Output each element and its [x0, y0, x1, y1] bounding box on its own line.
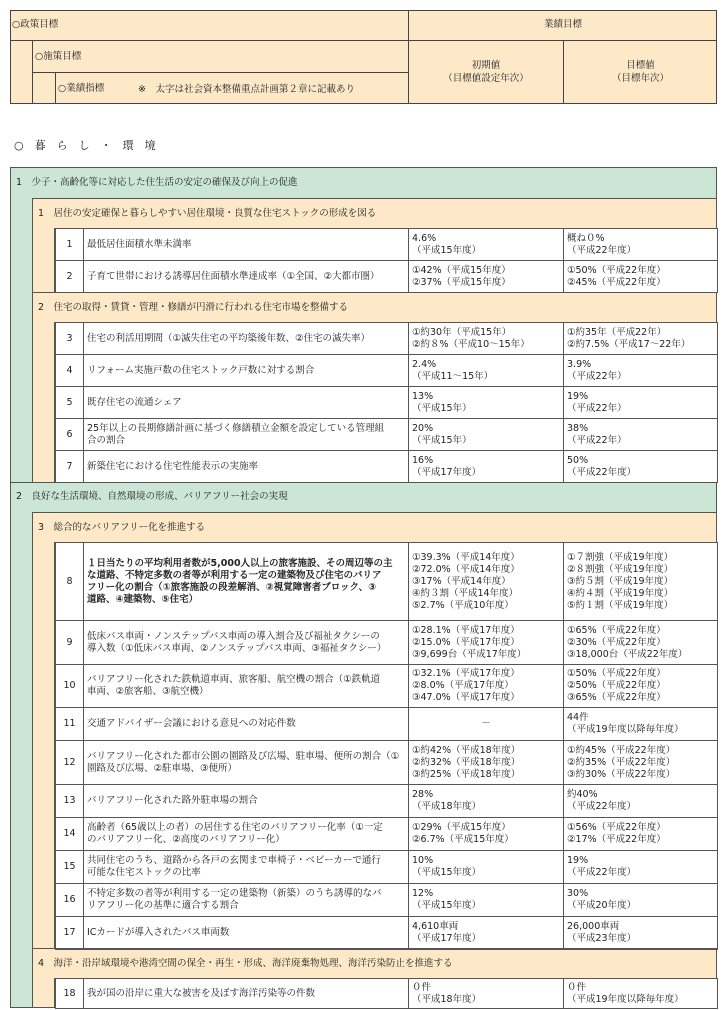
target-value-line: 44件 [567, 712, 589, 723]
indicator-description-line: な道路、不特定多数の者等が利用する一定の建築物及び住宅のバリア [87, 569, 382, 581]
initial-value-line: （平成17年度） [412, 466, 482, 478]
indicator-description-line: リフォーム実施戸数の住宅ストック戸数に対する割合 [87, 364, 315, 376]
target-value [564, 884, 718, 917]
indicator-row [56, 785, 718, 818]
indicator-row [56, 451, 718, 483]
indicator-description-line: バリアフリー化された鉄軌道車両、旅客船、航空機の割合（①鉄軌道 [87, 674, 381, 685]
target-value-line: ①７割強（平成19年度） [567, 551, 674, 563]
indicator-number: 12 [56, 741, 84, 785]
initial-value [409, 851, 564, 884]
indicator-description-line: 道路、④建築物、⑤住宅） [87, 593, 199, 605]
initial-value-line: 10% [412, 855, 434, 866]
target-value-line: ０件 [567, 981, 587, 993]
target-value [564, 851, 718, 884]
indicator-row [56, 323, 718, 355]
initial-value-line: ④約３割（平成14年度） [412, 587, 519, 599]
initial-value-line: 2.4% [412, 358, 437, 370]
indicator-description [84, 323, 409, 355]
indicator-description [84, 621, 409, 665]
target-value [564, 741, 718, 785]
initial-value-line: 28% [412, 789, 434, 800]
indicator-number: 9 [56, 621, 84, 665]
indicator-row [56, 419, 718, 451]
target-value [564, 917, 718, 950]
initial-value [409, 261, 564, 293]
indicator-number: 10 [56, 665, 84, 708]
initial-value [409, 323, 564, 355]
indicator-description-line: ICカードが導入されたバス車両数 [87, 927, 230, 938]
initial-value-line: ②15.0%（平成17年度） [412, 636, 520, 648]
indicator-description-line: リアフリー化の基準に適合する割合 [87, 900, 239, 911]
indicator-description-line: 25年以上の長期修繕計画に基づく修繕積立金額を設定している管理組 [87, 422, 385, 434]
indicator-row [56, 818, 718, 851]
target-value-line: 19% [567, 855, 589, 866]
indicator-description-line: 我が国の沿岸に重大な被害を及ぼす海洋汚染等の件数 [87, 987, 316, 999]
indicator-description [84, 543, 409, 621]
indicator-number: 2 [56, 261, 84, 293]
indicator-row [56, 708, 718, 741]
indicator-row [56, 979, 718, 1009]
initial-value-line: ②8.0%（平成17年度） [412, 680, 514, 691]
initial-value-line: ①29%（平成15年度） [412, 822, 511, 833]
initial-value [409, 451, 564, 483]
indicator-description [84, 665, 409, 708]
initial-value-line: ②37%（平成15年度） [412, 276, 511, 288]
policy1-heading: 1 少子・高齢化等に対応した住生活の安定の確保及び向上の促進 [16, 177, 298, 188]
target-value-line: ②８割強（平成19年度） [567, 563, 674, 575]
target-value-line: 38% [567, 422, 589, 434]
indicator-row [56, 387, 718, 419]
indicator-description-line: 園路及び広場、②駐車場、③便所） [87, 762, 238, 774]
target-value-line: ②30%（平成22年度） [567, 636, 666, 648]
indicator-description-line: 合の割合 [87, 434, 126, 446]
indicator-number: 6 [56, 419, 84, 451]
indicator-description-line: フリー化の割合（①旅客施設の段差解消、②視覚障害者ブロック、③ [87, 581, 377, 593]
target-value-line: （平成20年度） [567, 900, 637, 911]
indicator-row [56, 741, 718, 785]
initial-value-line: 4.6% [412, 232, 437, 244]
target-value-line: 概ね０% [567, 232, 605, 244]
initial-value-line: 13% [412, 390, 434, 402]
measure3-heading: 3 総合的なバリアフリー化を推進する [38, 522, 206, 533]
target-value-line: （平成23年度） [567, 933, 637, 944]
performance-goal-label: 業績目標 [543, 19, 582, 30]
target-value-line: ②50%（平成22年度） [567, 680, 666, 691]
initial-value-line: ②72.0%（平成14年度） [412, 563, 520, 575]
initial-value [409, 229, 564, 261]
initial-value-line: （平成15年度） [412, 867, 482, 878]
indicator-number: 14 [56, 818, 84, 851]
target-value-line: （平成22年度） [567, 244, 637, 256]
indicator-description-line: のバリアフリー化、②高度のバリアフリー化） [87, 834, 285, 845]
indicator-description [84, 229, 409, 261]
indicator-number: 13 [56, 785, 84, 818]
indicator-number: 8 [56, 543, 84, 621]
target-value [564, 818, 718, 851]
indicator-number: 3 [56, 323, 84, 355]
target-value-line: （平成19年度以降毎年度） [567, 993, 684, 1005]
initial-value-line: ③47.0%（平成17年度） [412, 692, 520, 703]
indicator-description-line: 交通アドバイザー会議における意見への対応件数 [87, 718, 296, 729]
initial-value [409, 708, 564, 741]
bold-note: ※ 太字は社会資本整備重点計画第２章に記載あり [138, 84, 355, 95]
initial-value-line: （平成15年） [412, 402, 472, 414]
target-value-line: ②約35%（平成22年度） [567, 756, 676, 768]
target-value-line: ①65%（平成22年度） [567, 624, 666, 636]
initial-value-sublabel: （目標値設定年次） [443, 73, 529, 84]
indicator-description-line: 新築住宅における住宅性能表示の実施率 [87, 460, 259, 472]
initial-value-line: － [481, 718, 491, 729]
initial-value-line: ⑤2.7%（平成10年度） [412, 599, 514, 611]
target-value-line: 30% [567, 888, 589, 899]
indicator-label: ○業績指標 [58, 83, 105, 94]
section-title: ○ 暮 ら し ・ 環 境 [14, 139, 156, 152]
indicator-description-line: バリアフリー化された路外駐車場の割合 [87, 795, 258, 806]
target-value-line: ④約４割（平成19年度） [567, 587, 674, 599]
indicator-number: 11 [56, 708, 84, 741]
indicator-description-line: 高齢者（65歳以上の者）の居住する住宅のバリアフリー化率（①一定 [87, 822, 383, 833]
initial-value-line: ③9,699台（平成17年度） [412, 648, 527, 660]
initial-value [409, 387, 564, 419]
target-value-line: （平成22年） [567, 370, 627, 382]
indicator-description [84, 261, 409, 293]
initial-value [409, 917, 564, 950]
target-value-line: ③65%（平成22年度） [567, 692, 666, 703]
indicator-description-line: 共同住宅のうち、道路から各戸の玄関まで車椅子・ベビーカーで通行 [87, 855, 381, 866]
target-value [564, 708, 718, 741]
measure1-left-bar [32, 228, 55, 293]
initial-value-line: ①39.3%（平成14年度） [412, 551, 520, 563]
initial-value [409, 543, 564, 621]
measure4-left-bar [32, 978, 55, 1008]
target-value [564, 261, 718, 293]
initial-value-line: （平成15年） [412, 434, 472, 446]
indicator-table-measure2 [55, 322, 718, 483]
target-value-line: 19% [567, 390, 589, 402]
initial-value-line: ①約42%（平成18年度） [412, 744, 521, 756]
indicator-description [84, 355, 409, 387]
indicator-description [84, 741, 409, 785]
indicator-number: 18 [56, 979, 84, 1009]
indicator-row [56, 229, 718, 261]
initial-value-line: （平成15年度） [412, 900, 482, 911]
initial-value-line: （平成17年度） [412, 933, 482, 944]
target-value-line: ③18,000台（平成22年度） [567, 648, 688, 660]
initial-value-line: ０件 [412, 981, 432, 993]
initial-value [409, 884, 564, 917]
target-value-label: 目標値 [626, 60, 655, 71]
target-value-line: （平成22年度） [567, 867, 637, 878]
initial-value-line: （平成11～15年） [412, 370, 494, 382]
indicator-description-line: 不特定多数の者等が利用する一定の建築物（新築）のうち誘導的なバ [87, 888, 382, 899]
initial-value-line: ②約８%（平成10～15年） [412, 338, 530, 350]
measure-goal-label: ○施策目標 [35, 51, 82, 62]
indicator-description [84, 785, 409, 818]
target-value-line: 3.9% [567, 358, 592, 370]
indicator-description-line: 住宅の利活用期間（①滅失住宅の平均築後年数、②住宅の滅失率） [87, 332, 371, 344]
indicator-description-line: 最低居住面積水準未満率 [87, 238, 192, 250]
indicator-number: 4 [56, 355, 84, 387]
target-value-line: （平成22年度） [567, 801, 637, 812]
indicator-number: 15 [56, 851, 84, 884]
indicator-description [84, 387, 409, 419]
target-value [564, 229, 718, 261]
initial-value-line: 16% [412, 454, 434, 466]
indicator-row [56, 355, 718, 387]
indicator-row [56, 917, 718, 950]
initial-value-line: （平成15年度） [412, 244, 482, 256]
target-value [564, 323, 718, 355]
indicator-number: 1 [56, 229, 84, 261]
indicator-number: 5 [56, 387, 84, 419]
initial-value-line: 20% [412, 422, 434, 434]
indicator-row [56, 543, 718, 621]
indicator-number: 16 [56, 884, 84, 917]
initial-value [409, 665, 564, 708]
indicator-table-measure3 [55, 542, 718, 950]
initial-value [409, 818, 564, 851]
target-value-line: ⑤約１割（平成19年度） [567, 599, 674, 611]
indicator-row [56, 884, 718, 917]
initial-value-line: ③約25%（平成18年度） [412, 768, 521, 780]
policy-goal-label: ○政策目標 [12, 19, 59, 30]
indicator-description-line: 既存住宅の流通シェア [87, 396, 182, 408]
indicator-description [84, 917, 409, 950]
indicator-number: 7 [56, 451, 84, 483]
target-value-line: （平成22年） [567, 434, 627, 446]
indicator-description-line: 導入数（①低床バス車両、②ノンステップバス車両、③福祉タクシー） [87, 642, 387, 654]
target-value-line: （平成22年度） [567, 466, 637, 478]
initial-value-line: （平成18年度） [412, 801, 482, 812]
target-value-line: （平成22年） [567, 402, 627, 414]
measure2-left-bar [32, 322, 55, 483]
initial-value-line: ②6.7%（平成15年度） [412, 834, 514, 845]
initial-value-line: ①28.1%（平成17年度） [412, 624, 520, 636]
policy2-left-bar [10, 512, 33, 1008]
indicator-row [56, 261, 718, 293]
target-value-line: ①約45%（平成22年度） [567, 744, 676, 756]
target-value [564, 451, 718, 483]
target-value-line: ①50%（平成22年度） [567, 668, 666, 679]
indicator-description-line: 低床バス車両・ノンステップバス車両の導入割合及び福祉タクシーの [87, 630, 380, 642]
initial-value [409, 621, 564, 665]
target-value-line: （平成19年度以降毎年度） [567, 724, 684, 735]
indicator-row [56, 621, 718, 665]
indicator-description [84, 884, 409, 917]
target-value-line: 約40% [567, 789, 598, 800]
initial-value [409, 979, 564, 1009]
policy2-heading: 2 良好な生活環境、自然環境の形成、バリアフリー社会の実現 [16, 491, 288, 502]
measure1-heading: 1 居住の安定確保と暮らしやすい居住環境・良質な住宅ストックの形成を図る [38, 208, 377, 219]
initial-value-line: ①42%（平成15年度） [412, 264, 511, 276]
indicator-description-line: バリアフリー化された都市公園の園路及び広場、駐車場、便所の割合（① [87, 750, 400, 762]
indicator-row [56, 665, 718, 708]
indicator-description-line: 可能な住宅ストックの比率 [87, 867, 201, 878]
initial-value-line: 4,610車両 [412, 921, 459, 932]
indicator-description [84, 979, 409, 1009]
indicator-description-line: 車両、②旅客船、③航空機） [87, 686, 209, 697]
target-value [564, 785, 718, 818]
target-value-line: ①56%（平成22年度） [567, 822, 666, 833]
target-value-line: ③約30%（平成22年度） [567, 768, 676, 780]
indicator-table-measure4 [55, 978, 718, 1009]
target-value-line: 26,000車両 [567, 921, 620, 932]
initial-value [409, 355, 564, 387]
indicator-description-line: 子育て世帯における誘導居住面積水準達成率（①全国、②大都市圏） [87, 270, 380, 282]
target-value-line: ②45%（平成22年度） [567, 276, 666, 288]
target-value-sublabel: （目標年次） [611, 73, 669, 84]
initial-value-line: ③17%（平成14年度） [412, 575, 511, 587]
target-value-line: ①約35年（平成22年） [567, 326, 667, 338]
indicator-table-measure1 [55, 228, 718, 293]
target-value [564, 355, 718, 387]
indicator-description [84, 419, 409, 451]
measure4-heading: 4 海洋・沿岸域環境や港湾空間の保全・再生・形成、海洋廃棄物処理、海洋汚染防止を推進する [38, 958, 453, 969]
initial-value [409, 419, 564, 451]
target-value-line: ③約５割（平成19年度） [567, 575, 674, 587]
indicator-description [84, 851, 409, 884]
target-value [564, 979, 718, 1009]
target-value [564, 387, 718, 419]
indicator-row [56, 851, 718, 884]
indicator-description-line: １日当たりの平均利用者数が5,000人以上の旅客施設、その周辺等の主 [87, 557, 393, 569]
target-value-line: ②17%（平成22年度） [567, 834, 666, 845]
measure3-left-bar [32, 542, 55, 949]
target-value [564, 419, 718, 451]
initial-value-line: ①32.1%（平成17年度） [412, 668, 520, 679]
measure2-heading: 2 住宅の取得・賃貸・管理・修繕が円滑に行われる住宅市場を整備する [38, 302, 349, 313]
indicator-number: 17 [56, 917, 84, 950]
target-value [564, 621, 718, 665]
target-value [564, 665, 718, 708]
initial-value-line: （平成18年度） [412, 993, 482, 1005]
target-value-line: ①50%（平成22年度） [567, 264, 666, 276]
initial-value-label: 初期値 [471, 60, 501, 71]
initial-value-line: 12% [412, 888, 434, 899]
policy1-left-bar [10, 198, 33, 483]
indicator-description [84, 818, 409, 851]
target-value-line: ②約7.5%（平成17～22年） [567, 338, 691, 350]
target-value-line: 50% [567, 454, 589, 466]
initial-value [409, 785, 564, 818]
initial-value-line: ②約32%（平成18年度） [412, 756, 521, 768]
indicator-description [84, 708, 409, 741]
indicator-description [84, 451, 409, 483]
initial-value [409, 741, 564, 785]
initial-value-line: ①約30年（平成15年） [412, 326, 512, 338]
target-value [564, 543, 718, 621]
